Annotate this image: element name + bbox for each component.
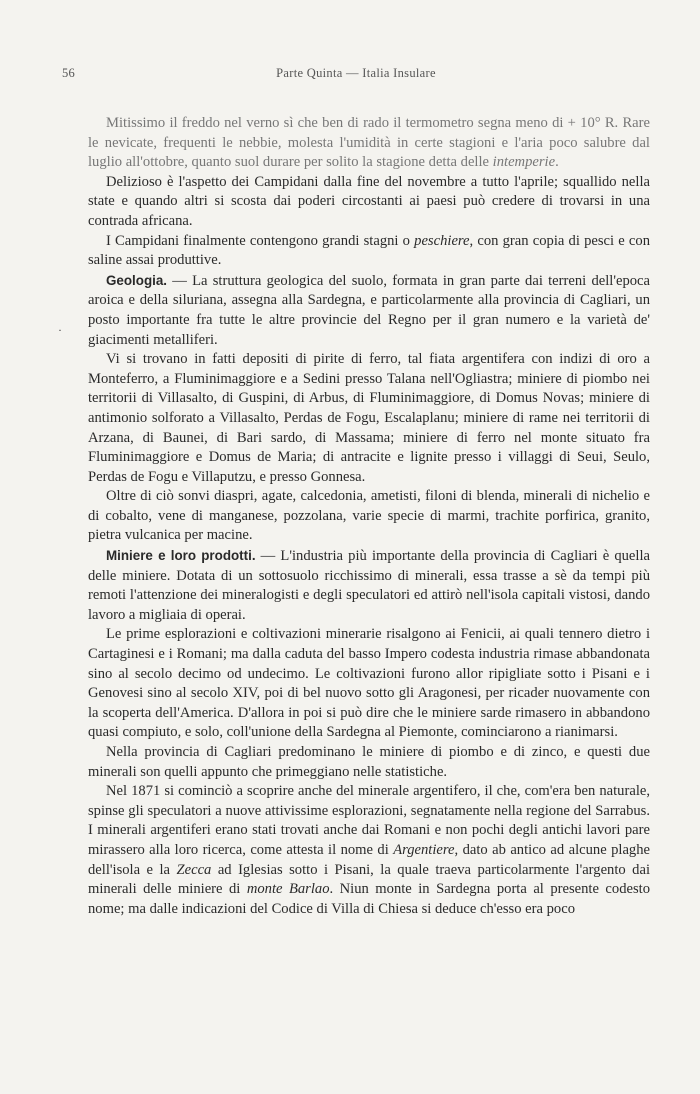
text-run: Mitissimo il freddo nel verno sì che ben di rado il termometro segna meno di + 10° R. Rare le nevicate, frequenti le nebbie, molesta l'umidità in certe stagioni e l'aria poco salubre dal luglio all'ottobre, quanto suol durare per solito la stagione detta delle	[88, 115, 650, 171]
paragraph	[88, 271, 650, 350]
italic-term: peschiere	[414, 232, 470, 249]
margin-mark: ·	[58, 323, 62, 337]
body-text	[88, 114, 650, 919]
text-run: Nel 1871 si cominciò a scoprire anche del minerale argentifero, il che, com'era ben naturale, spinse gli speculatori a nuove attivissime esplorazioni, segnatamente nella regione del Sarrabus. I minerali argentiferi erano stati trovati anche dai Romani e non pochi degli antichi lavori pare mirassero alla loro ricerca, come attesta il nome di	[88, 783, 650, 858]
italic-term: intemperie	[492, 154, 556, 171]
text-run: ad Iglesias sotto i Pisani, la quale traeva particolarmente l'argento dai minerali delle miniere di	[88, 861, 651, 898]
text-run: Le prime esplorazioni e coltivazioni minerarie risalgono ai Fenicii, ai quali tennero dietro i Cartaginesi e i Romani; ma dalla caduta del basso Impero codesta industria rimase abbandonata sino al secolo decimo od undecimo. Le coltivazioni furono allor ripigliate sotto i Pisani e i Genovesi sino al secolo XIV, poi di bel nuovo sotto gli Aragonesi, per ricader nuovamente con la scoperta dell'America. D'allora in poi si può dire che le miniere sarde rimasero in abbandono quasi compiuto, e solo, coll'unione della Sardegna al Piemonte, cominciarono a rianimarsi.	[88, 626, 650, 741]
text-run: Nella provincia di Cagliari predominano le miniere di piombo e di zinco, e questi due minerali son quelli appunto che primeggiano nelle statistiche.	[88, 744, 650, 780]
text-run: Vi si trovano in fatti depositi di pirite di ferro, tal fiata argentifera con indizi di oro a Monteferro, a Fluminimaggiore e a Sedini presso Talana nell'Ogliastra; miniere di piombo nei territorii di Villasalto, di Guspini, di Arbus, di Fluminimaggiore, di Domus Novas; miniere di antimonio solforato a Villasalto, Perdas de Fogu, Escalaplanu; miniere di rame nei territorii di Arzana, di Baunei, di Bari sardo, di Massama; miniere di ferro nel monte situato fra Fluminimaggiore e Domus de Maria; di antracite e lignite presso i villaggi di Seui, Seulo, Perdas de Fogu e Villaputzu, e presso Gonnesa.	[88, 351, 650, 485]
paragraph	[88, 232, 650, 271]
text-run: Delizioso è l'aspetto dei Campidani dalla fine del novembre a tutto l'aprile; squallido nella state e quando altri si scosta dai poderi circostanti ai paesi può credere di trovarsi in una contrada africana.	[88, 173, 650, 229]
paragraph	[88, 625, 650, 743]
page-header	[62, 66, 650, 86]
section-heading: Geologia.	[106, 272, 168, 288]
text-run: — L'industria più importante della provincia di Cagliari è quella delle miniere. Dotata di un sottosuolo ricchissimo di minerali, essa trasse a sè da tempi più remoti l'attenzione dei mineralogisti e degli speculatori ed attirò nell'isola capitali vistosi, dando lavoro a migliaia di operai.	[88, 548, 650, 623]
text-run: , dato ab antico ad alcune plaghe dell'isola e la	[88, 841, 650, 878]
text-run: Oltre di ciò sonvi diaspri, agate, calcedonia, ametisti, filoni di blenda, minerali di nichelio e di cobalto, vene di manganese, pozzolana, varie specie di marmi, trachite porfirica, granito, pietra vulcanica per macine.	[88, 488, 650, 544]
paragraph	[88, 173, 650, 232]
section-heading: Miniere e loro prodotti.	[106, 548, 256, 564]
paragraph	[88, 546, 650, 625]
italic-term: monte Barlao	[246, 881, 330, 898]
italic-term: Zecca	[176, 861, 212, 878]
text-run: .	[555, 154, 559, 171]
paragraph	[88, 114, 650, 173]
text-run: . Niun monte in Sardegna porta al presente codesto nome; ma dalle indicazioni del Codice di Villa di Chiesa si deduce ch'esso era poco	[88, 881, 650, 917]
text-run: , con gran copia di pesci e con saline assai produttive.	[88, 232, 650, 269]
paragraph	[88, 743, 650, 782]
paragraph	[88, 782, 650, 919]
text-run: I Campidani finalmente contengono grandi stagni o	[106, 232, 415, 249]
italic-term: Argentiere	[393, 841, 455, 858]
text-run: — La struttura geologica del suolo, formata in gran parte dai terreni dell'epoca aroica e della siluriana, assegna alla Sardegna, e particolarmente alla provincia di Cagliari, un posto importante fra tutte le altre provincie del Regno per il gran numero e la varietà de' giacimenti metalliferi.	[88, 272, 650, 348]
paragraph	[88, 350, 650, 487]
paragraph	[88, 487, 650, 546]
running-title: Parte Quinta — Italia Insulare	[276, 66, 436, 80]
page-number: 56	[62, 66, 76, 80]
